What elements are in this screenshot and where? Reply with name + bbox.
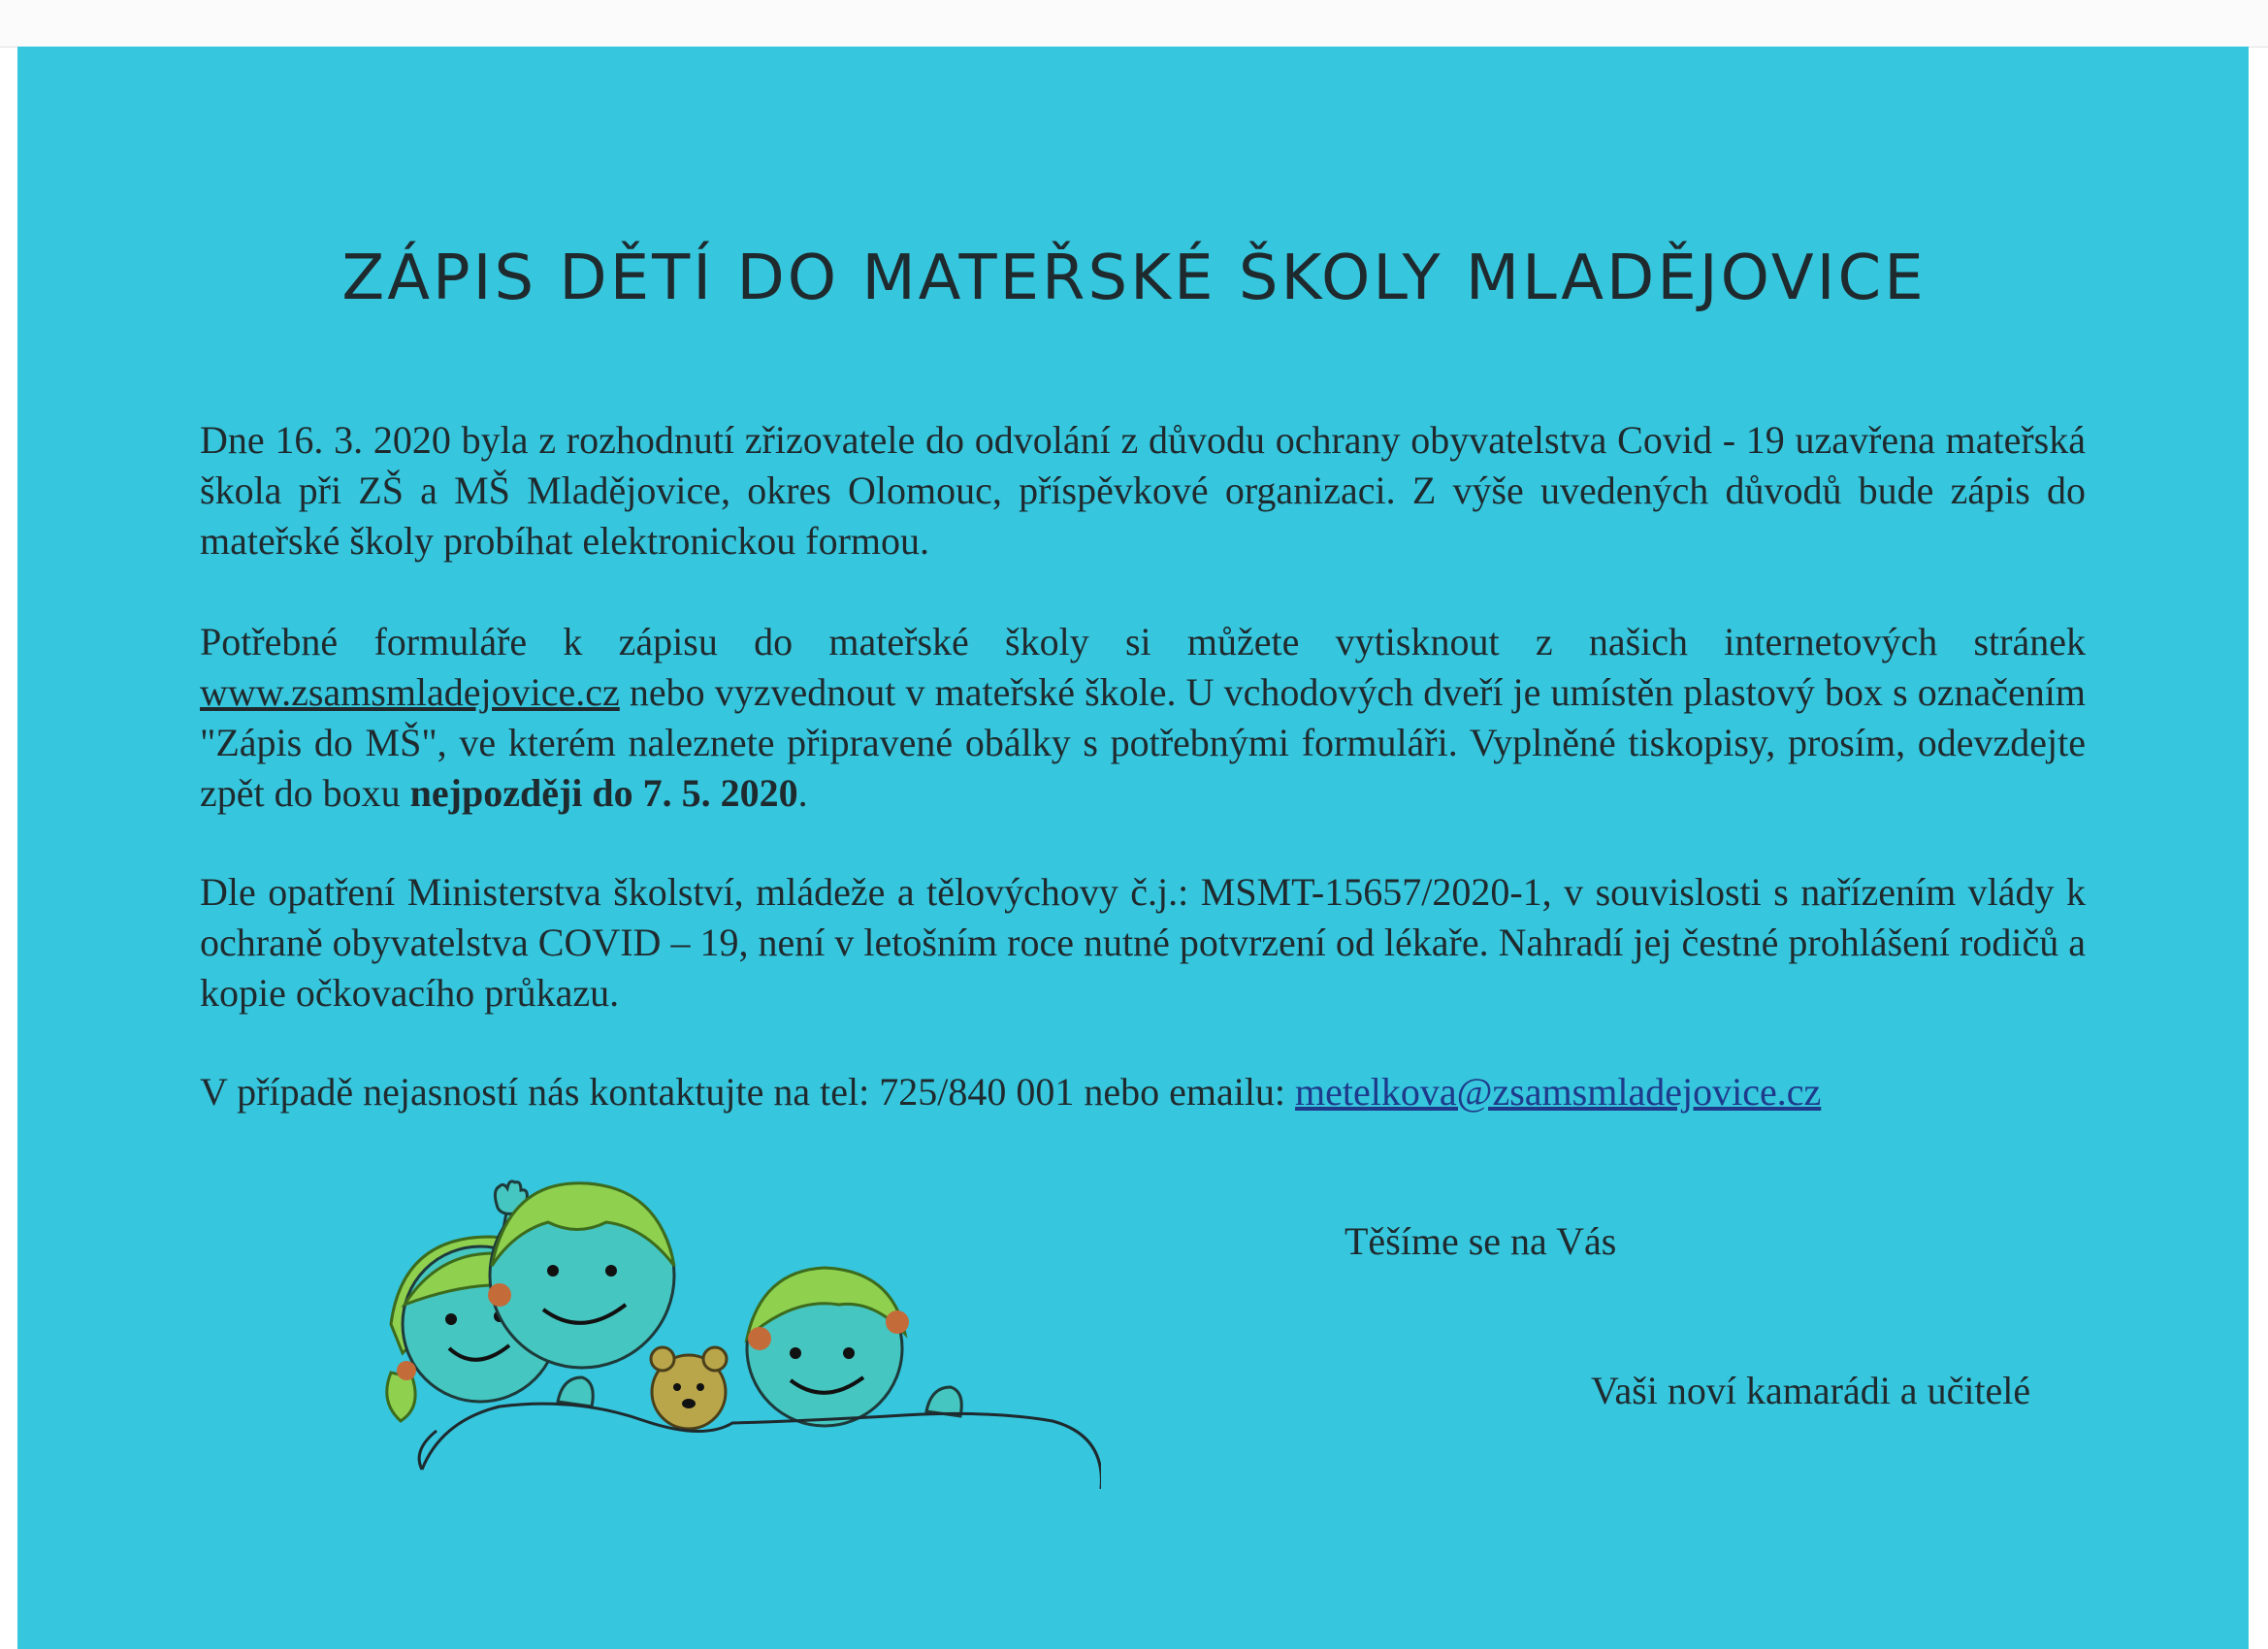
- paragraph-closure-notice: Dne 16. 3. 2020 byla z rozhodnutí zřizovatele do odvolání z důvodu ochrany obyvatelstva Covid - 19 uzavřena mateřská škola při ZŠ a MŠ Mladějovice, okres Olomouc, příspěvkové organizaci. Z výše uvedených důvodů bude zápis do mateřské školy probíhat elektronickou formou.: [200, 418, 2086, 563]
- paragraph-forms-text: Potřebné formuláře k zápisu do mateřské školy si můžete vytisknout z našich internetových stránek: [200, 620, 2086, 663]
- page-title: ZÁPIS DĚTÍ DO MATEŘSKÉ ŠKOLY MLADĚJOVICE: [341, 242, 1927, 314]
- deadline-bold: nejpozději do 7. 5. 2020: [409, 771, 798, 815]
- paragraph-ministry: Dle opatření Ministerstva školství, mládeže a tělovýchovy č.j.: MSMT-15657/2020-1, v souvislosti s nařízením vlády k ochraně obyvatelstva COVID – 19, není v letošním roce nutné potvrzení od lékaře. Nahradí jej čestné prohlášení rodičů a kopie očkovacího průkazu.: [200, 870, 2086, 1015]
- paragraph-forms-end: .: [797, 771, 808, 815]
- paragraph-forms: [200, 617, 2086, 819]
- contact-text: V případě nejasností nás kontaktujte na tel: 725/840 001 nebo emailu:: [200, 1070, 1296, 1114]
- signature: Vaši noví kamarádi a učitelé: [1591, 1369, 2031, 1412]
- email-link[interactable]: metelkova@zsamsmladejovice.cz: [1295, 1070, 1822, 1114]
- greeting: Těšíme se na Vás: [1345, 1219, 1617, 1263]
- scan-top-margin: [0, 0, 2268, 48]
- paragraph-contact: [200, 1067, 2086, 1117]
- children-illustration: [383, 1179, 1101, 1499]
- blanket-outline: [422, 1404, 1101, 1489]
- paragraph-forms-text-2: nebo vyzvednout v mateřské škole. U vchodových dveří je umístěn plastový box s označením "Zápis do MŠ", ve kterém naleznete připravené obálky s potřebnými formuláři. Vyplněné tiskopisy, prosím, odevzdejte zpět do boxu: [200, 670, 2086, 815]
- girl-left-pigtail: [387, 1373, 415, 1421]
- website-link[interactable]: www.zsamsmladejovice.cz: [200, 670, 620, 714]
